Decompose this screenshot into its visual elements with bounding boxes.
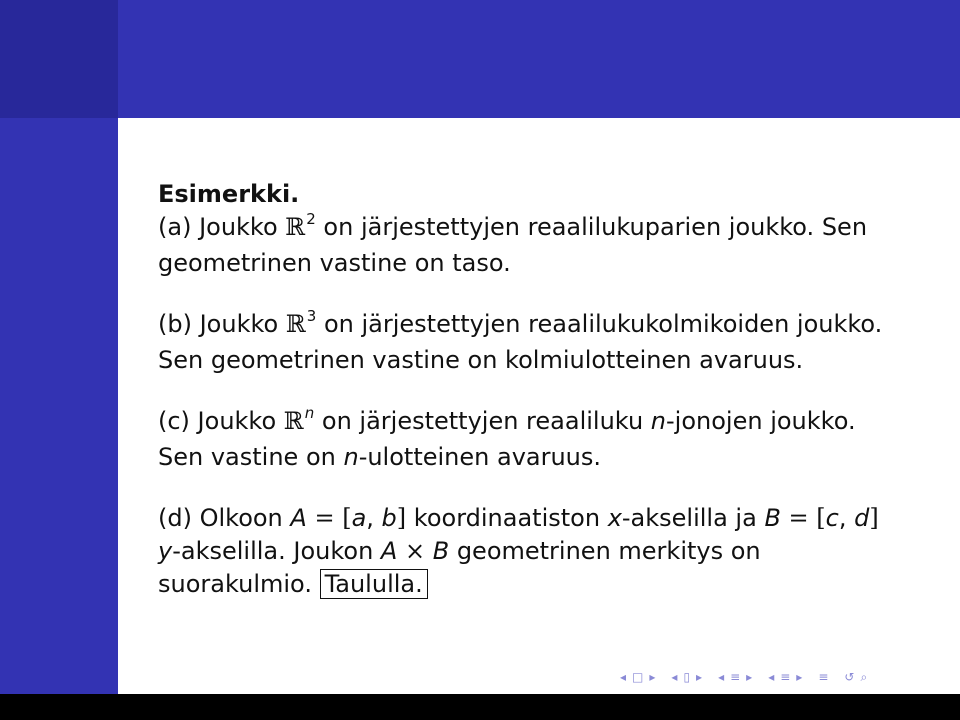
exponent: n xyxy=(304,404,315,422)
item-b-text-cont: Sen geometrinen vastine on kolmiulotteinen avaruus. xyxy=(158,346,804,374)
item-b-label: (b) Joukko xyxy=(158,310,286,338)
item-d-label: (d) Olkoon xyxy=(158,504,291,532)
top-band xyxy=(0,0,960,118)
math-var: c xyxy=(825,504,839,532)
item-c-text-cont: Sen vastine on xyxy=(158,443,344,471)
bottom-bar xyxy=(0,694,960,720)
left-sidebar xyxy=(0,118,118,694)
nav-frame-icon[interactable]: □ xyxy=(632,670,644,684)
math-var: a xyxy=(351,504,367,532)
math-var: b xyxy=(381,504,397,532)
math-var: A xyxy=(380,537,398,565)
real-set-symbol: ℝ xyxy=(285,213,306,241)
times-symbol: × xyxy=(397,537,433,565)
slide-content xyxy=(158,178,938,601)
item-d xyxy=(158,502,938,601)
nav-next-doc-icon[interactable]: ▸ xyxy=(796,670,803,684)
math-var: y xyxy=(158,537,173,565)
slide-area xyxy=(118,118,960,694)
exponent: 2 xyxy=(306,210,316,228)
item-c-text-cont: -ulotteinen avaruus. xyxy=(358,443,602,471)
math-var: B xyxy=(432,537,450,565)
math-op: = [ xyxy=(780,504,826,532)
nav-subsection-icon[interactable]: ▯ xyxy=(683,670,691,684)
nav-prev-frame-icon[interactable]: ◂ xyxy=(620,670,627,684)
nav-next-frame-icon[interactable]: ▸ xyxy=(649,670,656,684)
real-set-symbol: ℝ xyxy=(285,310,306,338)
nav-next-section-icon[interactable]: ▸ xyxy=(746,670,753,684)
item-b xyxy=(158,308,938,377)
item-c-text: on järjestettyjen reaaliluku xyxy=(314,407,651,435)
math-var: n xyxy=(650,407,667,435)
item-b-text: on järjestettyjen reaalilukukolmikoiden joukko. xyxy=(316,310,883,338)
item-c-text: -jonojen joukko. xyxy=(666,407,856,435)
item-d-text: -akselilla. Joukon xyxy=(172,537,381,565)
item-a xyxy=(158,211,938,280)
exponent: 3 xyxy=(306,307,317,325)
nav-doc-icon[interactable]: ≡ xyxy=(780,670,791,684)
beamer-navigation xyxy=(620,668,867,686)
item-a-text-cont: geometrinen vastine on taso. xyxy=(158,249,511,277)
nav-prev-subsection-icon[interactable]: ◂ xyxy=(671,670,678,684)
nav-section-icon[interactable]: ≡ xyxy=(730,670,741,684)
math-var: B xyxy=(764,504,781,532)
item-a-label: (a) Joukko xyxy=(158,213,286,241)
math-var: x xyxy=(607,504,622,532)
math-var: A xyxy=(290,504,307,532)
math-op: , xyxy=(838,504,855,532)
math-op: ] xyxy=(869,504,879,532)
example-heading: Esimerkki. xyxy=(158,180,300,208)
math-op: ] xyxy=(396,504,407,532)
math-var: d xyxy=(854,504,870,532)
real-set-symbol: ℝ xyxy=(283,407,304,435)
nav-back-icon[interactable]: ↺ xyxy=(844,670,855,684)
item-a-text: on järjestettyjen reaalilukuparien joukko. Sen xyxy=(315,213,868,241)
nav-prev-doc-icon[interactable]: ◂ xyxy=(768,670,775,684)
nav-next-subsection-icon[interactable]: ▸ xyxy=(696,670,703,684)
item-c xyxy=(158,405,938,474)
corner-block xyxy=(0,0,118,118)
nav-menu-icon[interactable]: ≡ xyxy=(818,670,829,684)
nav-prev-section-icon[interactable]: ◂ xyxy=(718,670,725,684)
item-d-text: koordinaatiston xyxy=(406,504,608,532)
item-d-text: geometrinen merkitys on xyxy=(449,537,761,565)
math-var: n xyxy=(343,443,359,471)
item-d-text: -akselilla ja xyxy=(621,504,765,532)
item-d-text: suorakulmio. xyxy=(158,570,320,598)
item-c-label: (c) Joukko xyxy=(158,407,284,435)
math-op: = [ xyxy=(306,504,352,532)
boxed-note: Taululla. xyxy=(320,569,428,599)
nav-search-icon[interactable]: ⌕ xyxy=(860,669,868,684)
math-op: , xyxy=(366,504,382,532)
